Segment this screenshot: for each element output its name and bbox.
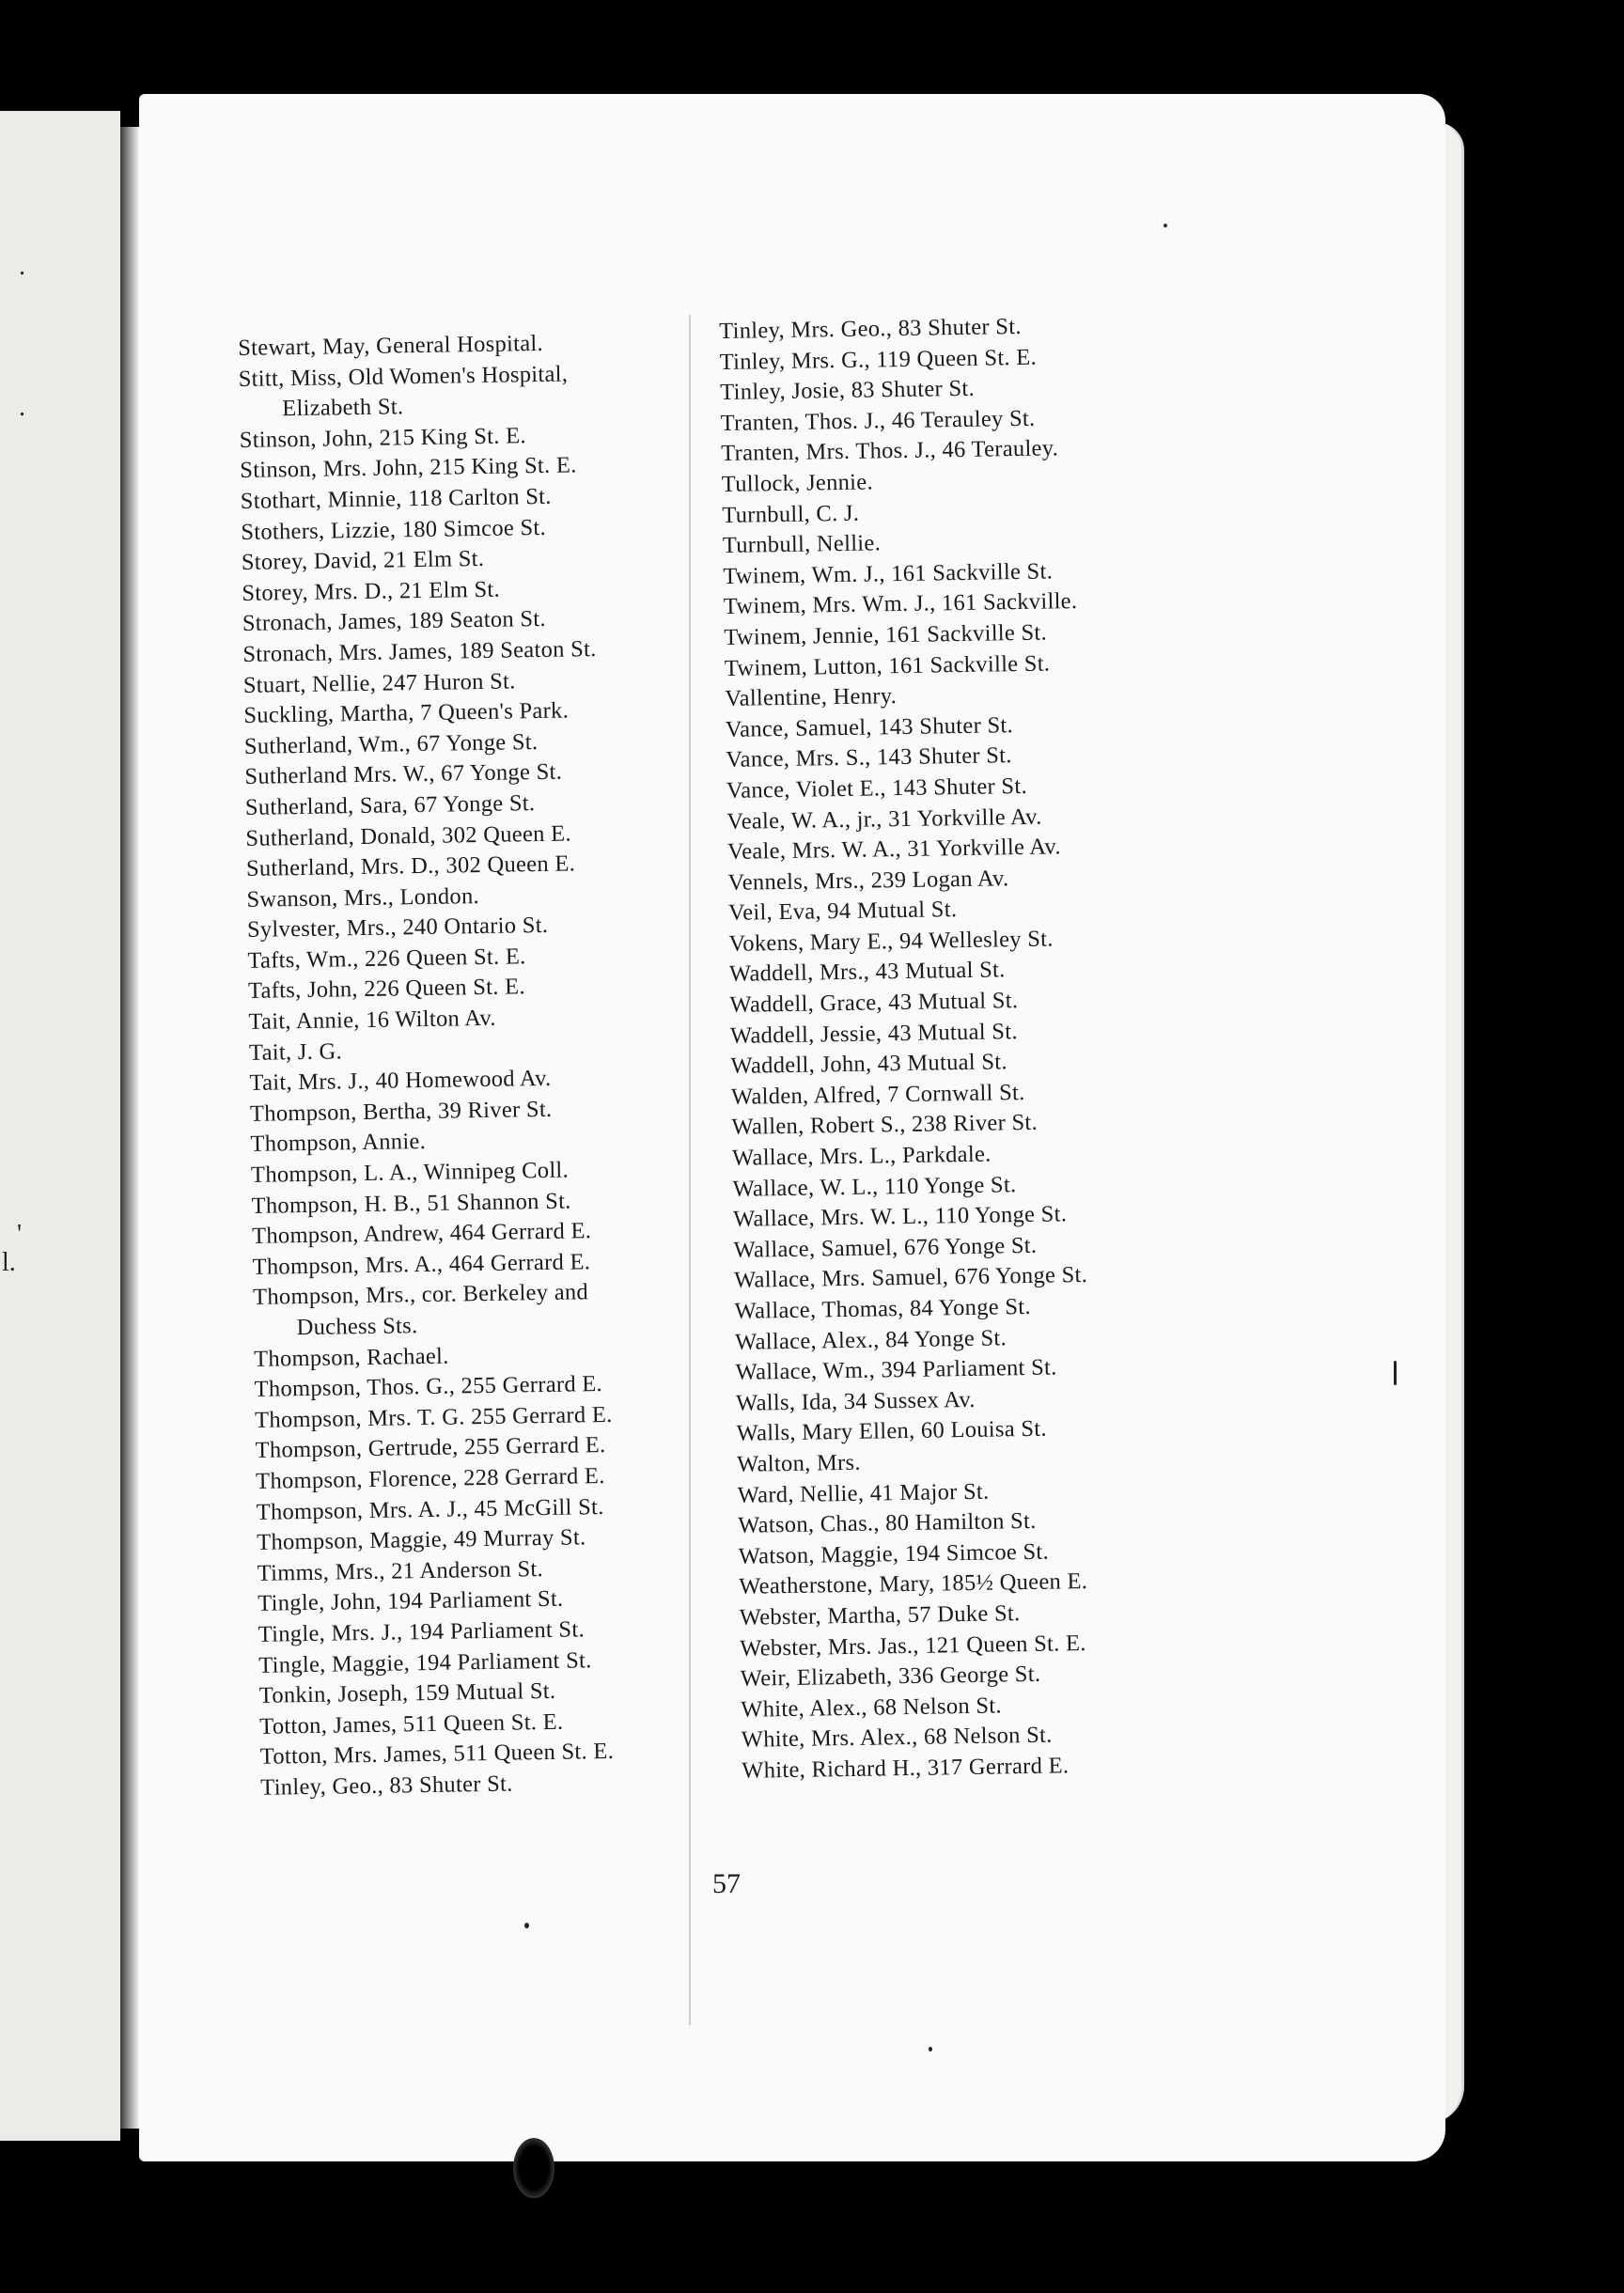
book-gutter <box>120 127 139 2129</box>
directory-entry: Tafts, Wm., 226 Queen St. E. <box>247 944 526 974</box>
directory-entry: Totton, Mrs. James, 511 Queen St. E. <box>259 1739 615 1770</box>
directory-entry: Webster, Mrs. Jas., 121 Queen St. E. <box>740 1630 1086 1661</box>
directory-entry-continuation: Elizabeth St. <box>282 394 404 422</box>
directory-entry: Walden, Alfred, 7 Cornwall St. <box>730 1079 1025 1110</box>
directory-entry: Tait, Annie, 16 Wilton Av. <box>248 1005 496 1035</box>
directory-entry: Wallace, Mrs. W. L., 110 Yonge St. <box>732 1201 1068 1233</box>
directory-entry: Stinson, Mrs. John, 215 King St. E. <box>240 452 577 484</box>
directory-entry: Wallace, Alex., 84 Yonge St. <box>734 1324 1007 1355</box>
directory-entry: Watson, Chas., 80 Hamilton St. <box>737 1508 1037 1538</box>
directory-entry: Sutherland, Sara, 67 Yonge St. <box>244 790 536 820</box>
left-column <box>238 326 750 1803</box>
directory-entry: Tait, J. G. <box>248 1038 343 1066</box>
page-number: 57 <box>712 1868 741 1899</box>
directory-entry: Waddell, Jessie, 43 Mutual St. <box>729 1018 1018 1049</box>
directory-entry: Ward, Nellie, 41 Major St. <box>737 1478 990 1508</box>
directory-entry: Thompson, Mrs. A., 464 Gerrard E. <box>252 1249 591 1280</box>
directory-entry: Tullock, Jennie. <box>721 469 874 497</box>
directory-entry: Twinem, Wm. J., 161 Sackville St. <box>723 558 1054 589</box>
directory-entry: Stronach, Mrs. James, 189 Seaton St. <box>242 635 597 667</box>
ink-blot <box>513 2138 554 2198</box>
directory-entry: Sylvester, Mrs., 240 Ontario St. <box>246 913 549 944</box>
directory-entry: Vance, Samuel, 143 Shuter St. <box>725 711 1014 742</box>
directory-entry: Webster, Martha, 57 Duke St. <box>739 1600 1021 1630</box>
directory-entry: Stothers, Lizzie, 180 Simcoe St. <box>241 514 547 545</box>
directory-entry: Vennels, Mrs., 239 Logan Av. <box>727 865 1009 896</box>
directory-entry: Thompson, Rachael. <box>253 1343 449 1372</box>
directory-entry: Watson, Maggie, 194 Simcoe St. <box>738 1538 1050 1569</box>
directory-entry: Thompson, Florence, 228 Gerrard E. <box>255 1462 605 1494</box>
facing-page <box>0 111 120 2141</box>
directory-entry: Wallace, Mrs. L., Parkdale. <box>731 1141 992 1171</box>
directory-entry: Stewart, May, General Hospital. <box>238 330 544 361</box>
directory-entry: White, Mrs. Alex., 68 Nelson St. <box>741 1722 1053 1754</box>
directory-entry: Walls, Ida, 34 Sussex Av. <box>735 1386 976 1416</box>
speck <box>1163 224 1167 227</box>
directory-entry: Tafts, John, 226 Queen St. E. <box>247 974 525 1005</box>
directory-entry: Tonkin, Joseph, 159 Mutual St. <box>258 1677 556 1708</box>
speck <box>524 1923 529 1928</box>
directory-entry: Timms, Mrs., 21 Anderson St. <box>257 1555 544 1586</box>
directory-entry: Storey, Mrs. D., 21 Elm St. <box>242 576 501 606</box>
directory-entry: Stitt, Miss, Old Women's Hospital, <box>238 361 569 392</box>
directory-entry: Tait, Mrs. J., 40 Homewood Av. <box>249 1066 552 1097</box>
margin-mark: l. <box>2 1248 16 1277</box>
directory-entry: Thompson, Gertrude, 255 Gerrard E. <box>255 1432 606 1464</box>
directory-entry: Walton, Mrs. <box>736 1449 861 1477</box>
directory-entry: Thompson, Annie. <box>250 1129 427 1158</box>
directory-entry: Weir, Elizabeth, 336 George St. <box>740 1661 1041 1692</box>
directory-entry: Thompson, Maggie, 49 Murray St. <box>256 1524 586 1555</box>
directory-entry: Tingle, Mrs. J., 194 Parliament St. <box>258 1616 586 1647</box>
directory-entry: Thompson, L. A., Winnipeg Coll. <box>250 1157 570 1188</box>
directory-entry: White, Alex., 68 Nelson St. <box>741 1692 1003 1723</box>
directory-entry: Sutherland, Donald, 302 Queen E. <box>245 819 572 851</box>
directory-page <box>139 94 1445 2161</box>
directory-entry: Sutherland, Wm., 67 Yonge St. <box>243 728 539 759</box>
directory-entry: Tingle, John, 194 Parliament St. <box>258 1586 564 1617</box>
margin-mark: . <box>19 393 25 422</box>
directory-entry: Stinson, John, 215 King St. E. <box>239 422 527 453</box>
directory-entry: Twinem, Mrs. Wm. J., 161 Sackville. <box>723 588 1078 620</box>
directory-entry: Suckling, Martha, 7 Queen's Park. <box>243 697 570 729</box>
directory-entry: Wallen, Robert S., 238 River St. <box>731 1110 1038 1141</box>
directory-entry: Wallace, Thomas, 84 Yonge St. <box>734 1293 1032 1324</box>
directory-entry: Totton, James, 511 Queen St. E. <box>259 1708 564 1739</box>
directory-entry: Thompson, Mrs. A. J., 45 McGill St. <box>256 1493 604 1525</box>
directory-entry: Tranten, Mrs. Thos. J., 46 Terauley. <box>721 435 1059 467</box>
directory-entry: Stuart, Nellie, 247 Huron St. <box>242 667 516 698</box>
margin-mark: . <box>19 252 25 281</box>
directory-entry: Weatherstone, Mary, 185½ Queen E. <box>739 1568 1088 1600</box>
directory-entry: Wallace, Wm., 394 Parliament St. <box>735 1354 1057 1386</box>
directory-entry: Tranten, Thos. J., 46 Terauley St. <box>720 405 1036 436</box>
directory-entry: Storey, David, 21 Elm St. <box>241 546 485 576</box>
directory-entry: Thompson, H. B., 51 Shannon St. <box>251 1188 571 1219</box>
directory-entry: Thompson, Bertha, 39 River St. <box>249 1096 553 1127</box>
margin-mark: ' <box>17 1220 23 1249</box>
directory-entry: Veale, Mrs. W. A., 31 Yorkville Av. <box>726 834 1062 866</box>
directory-entry: Wallace, W. L., 110 Yonge St. <box>732 1171 1017 1202</box>
directory-entry: Thompson, Thos. G., 255 Gerrard E. <box>254 1371 603 1403</box>
directory-entry: Turnbull, Nellie. <box>722 530 882 559</box>
directory-entry: Waddell, John, 43 Mutual St. <box>730 1049 1008 1080</box>
directory-entry: Thompson, Mrs., cor. Berkeley and <box>252 1279 589 1311</box>
directory-entry: Tinley, Geo., 83 Shuter St. <box>260 1770 513 1801</box>
directory-entry: Tinley, Mrs. G., 119 Queen St. E. <box>719 344 1038 375</box>
directory-entry: Tingle, Maggie, 194 Parliament St. <box>258 1646 592 1678</box>
directory-entry: Veale, W. A., jr., 31 Yorkville Av. <box>726 803 1042 835</box>
directory-entry: Thompson, Andrew, 464 Gerrard E. <box>251 1218 592 1250</box>
directory-entry: Turnbull, C. J. <box>722 500 860 528</box>
directory-entry: Twinem, Jennie, 161 Sackville St. <box>724 619 1048 650</box>
directory-entry: Sutherland Mrs. W., 67 Yonge St. <box>244 758 563 790</box>
speck <box>929 2047 932 2051</box>
directory-entry: Vance, Violet E., 143 Shuter St. <box>726 772 1028 803</box>
directory-entry: Veil, Eva, 94 Mutual St. <box>727 897 958 927</box>
directory-entry: Sutherland, Mrs. D., 302 Queen E. <box>245 850 576 882</box>
directory-entry: Stothart, Minnie, 118 Carlton St. <box>240 483 552 514</box>
column-divider <box>689 315 691 2025</box>
directory-entry: White, Richard H., 317 Gerrard E. <box>742 1753 1070 1784</box>
directory-entry: Swanson, Mrs., London. <box>246 882 480 913</box>
directory-entry: Vokens, Mary E., 94 Wellesley St. <box>728 926 1054 957</box>
directory-entry: Walls, Mary Ellen, 60 Louisa St. <box>736 1416 1048 1447</box>
directory-entry: Thompson, Mrs. T. G. 255 Gerrard E. <box>254 1401 613 1433</box>
directory-entry: Vance, Mrs. S., 143 Shuter St. <box>726 742 1012 773</box>
right-column <box>719 309 1231 1786</box>
directory-entry: Vallentine, Henry. <box>725 683 898 712</box>
directory-entry: Tinley, Mrs. Geo., 83 Shuter St. <box>719 313 1022 344</box>
directory-entry: Twinem, Lutton, 161 Sackville St. <box>724 650 1051 681</box>
directory-entry: Tinley, Josie, 83 Shuter St. <box>720 375 976 406</box>
directory-entry: Wallace, Mrs. Samuel, 676 Yonge St. <box>733 1262 1088 1294</box>
speck <box>1394 1361 1397 1385</box>
directory-entry: Waddell, Grace, 43 Mutual St. <box>729 988 1019 1018</box>
directory-entry: Wallace, Samuel, 676 Yonge St. <box>733 1232 1038 1263</box>
directory-entry: Waddell, Mrs., 43 Mutual St. <box>728 957 1006 988</box>
directory-entry: Stronach, James, 189 Seaton St. <box>242 606 547 637</box>
directory-entry-continuation: Duchess Sts. <box>296 1313 418 1341</box>
